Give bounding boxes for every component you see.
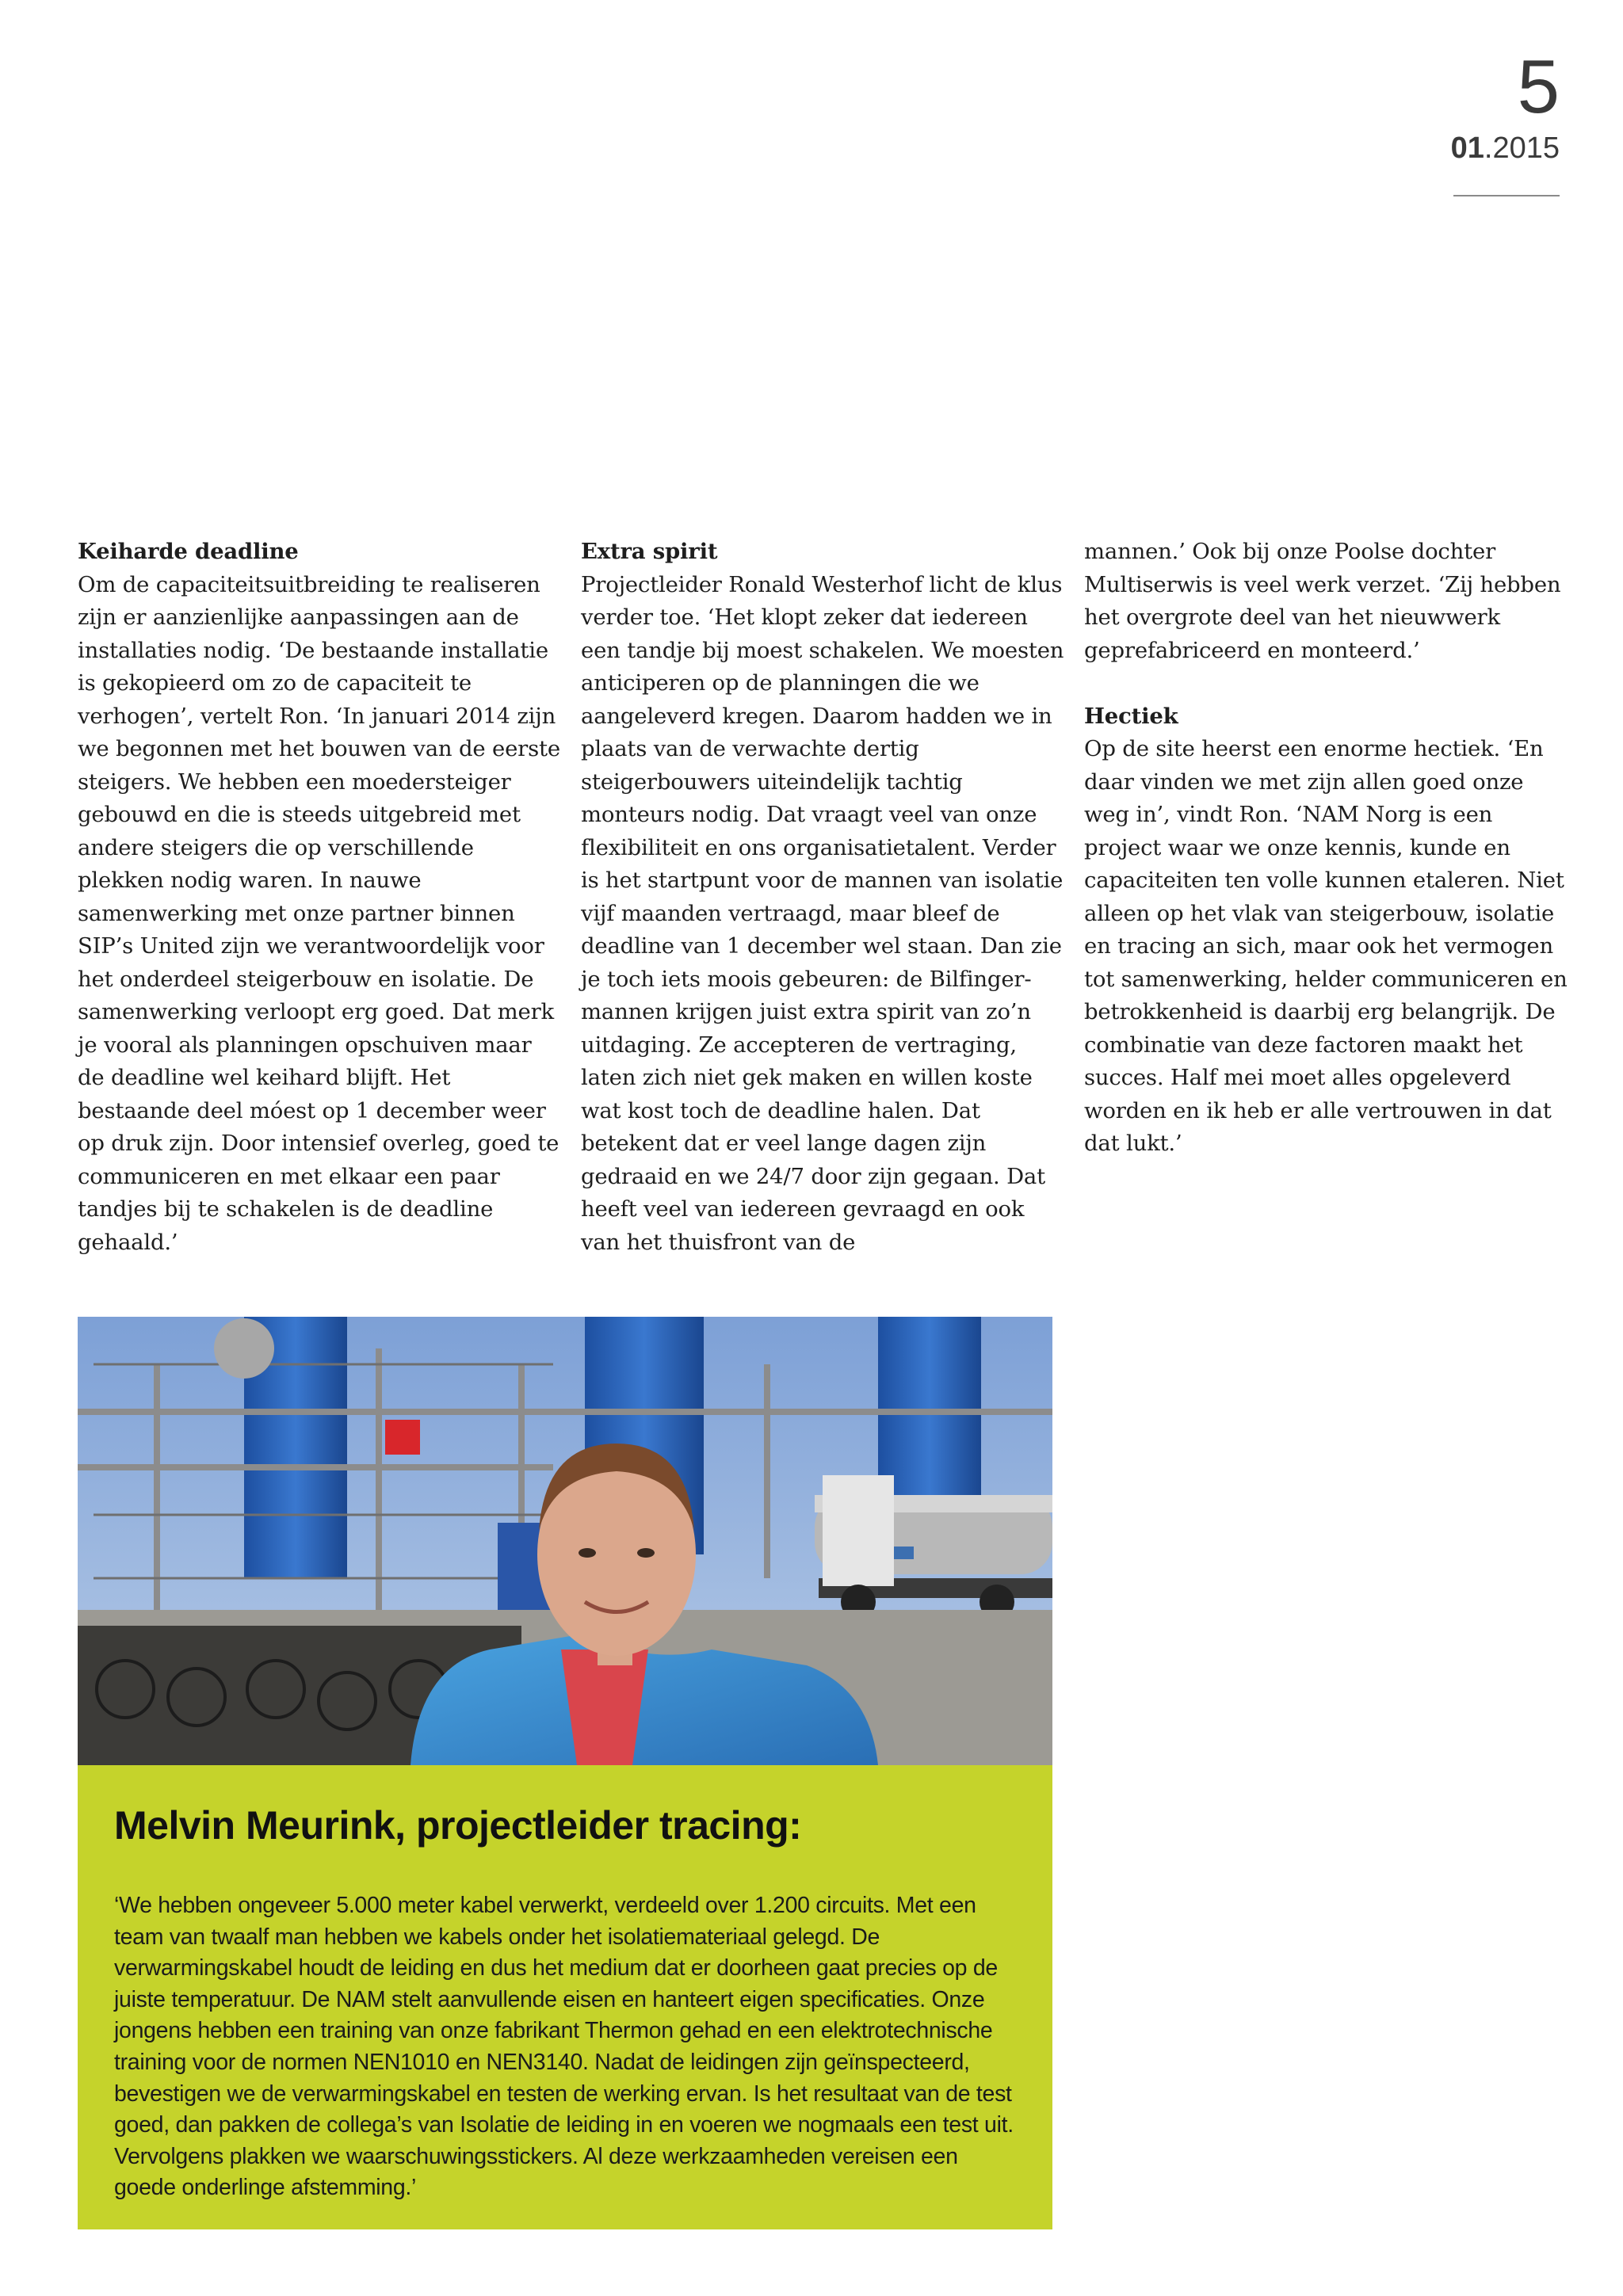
article-column-3 — [1084, 536, 1569, 1161]
paragraph-extra-spirit: Projectleider Ronald Westerhof licht de klus verder toe. ‘Het klopt zeker dat iedereen een tandje bij moest schakelen. We moesten anticiperen op de planningen die we aangeleverd kregen. Daarom hadden we in plaats van de verwachte dertig steigerbouwers uiteindelijk tachtig monteurs nodig. Dat vraagt veel van onze flexibiliteit en ons organisatietalent. Verder is het startpunt voor de mannen van isolatie vijf maanden vertraagd, maar bleef de deadline van 1 december wel staan. Dan zie je toch iets moois gebeuren: de Bilfinger-mannen krijgen juist extra spirit van zo’n uitdaging. Ze accepteren de vertraging, laten zich niet gek maken en willen koste wat kost toch de deadline halen. Dat betekent dat er veel lange dagen zijn gedraaid en we 24/7 door zijn gegaan. Dat heeft veel van iedereen gevraagd en ook van het thuisfront van de — [581, 571, 1064, 1255]
section-heading-keiharde-deadline: Keiharde deadline — [78, 539, 299, 564]
portrait-photo-illustration — [78, 1317, 1052, 1765]
section-heading-hectiek: Hectiek — [1084, 703, 1178, 729]
issue-month: 01 — [1450, 132, 1484, 165]
article-column-2 — [581, 536, 1066, 1259]
portrait-photo — [78, 1317, 1052, 1765]
section-heading-extra-spirit: Extra spirit — [581, 539, 718, 564]
issue-date — [1451, 133, 1560, 163]
article-column-1 — [78, 536, 563, 1259]
paragraph-keiharde-deadline: Om de capaciteitsuitbreiding te realiseren zijn er aanzienlijke aanpassingen aan de installaties nodig. ‘De bestaande installatie is gekopieerd om zo de capaciteit te verhogen’, vertelt Ron. ‘In januari 2014 zijn we begonnen met het bouwen van de eerste steigers. We hebben een moedersteiger gebouwd en die is steeds uitgebreid met andere steigers die op verschillende plekken nodig waren. In nauwe samenwerking met onze partner binnen SIP’s United zijn we verantwoordelijk voor het onderdeel steigerbouw en isolatie. De samenwerking verloopt erg goed. Dat merk je vooral als planningen opschuiven maar de deadline wel keihard blijft. Het bestaande deel móest op 1 december weer op druk zijn. Door intensief overleg, goed te communiceren en met elkaar een paar tandjes bij te schakelen is de deadline gehaald.’ — [78, 571, 560, 1255]
quote-title: Melvin Meurink, projectleider tracing: — [114, 1803, 802, 1848]
page-number: 5 — [1517, 44, 1560, 129]
header-rule — [1453, 195, 1560, 196]
quote-text: ‘We hebben ongeveer 5.000 meter kabel verwerkt, verdeeld over 1.200 circuits. Met een team van twaalf man hebben we kabels onder het isolatiemateriaal gelegd. De verwarmingskabel houdt de leiding en dus het medium dat er doorheen gaat precies op de juiste temperatuur. De NAM stelt aanvullende eisen en hanteert eigen specificaties. Onze jongens hebben een training van onze fabrikant Thermon gehad en een elektrotechnische training voor de normen NEN1010 en NEN3140. Nadat de leidingen zijn geïnspecteerd, bevestigen we de verwarmingskabel en testen de werking ervan. Is het resultaat van de test goed, dan pakken de collega’s van Isolatie de leiding in en voeren we nogmaals een test uit. Vervolgens plakken we waarschuwingsstickers. Al deze werkzaamheden vereisen een goede onderlinge afstemming.’ — [114, 1893, 1014, 2201]
quote-box — [78, 1765, 1052, 2229]
issue-year: .2015 — [1484, 132, 1560, 165]
paragraph-continuation: mannen.’ Ook bij onze Poolse dochter Multiserwis is veel werk verzet. ‘Zij hebben het overgrote deel van het nieuwwerk geprefabriceerd en monteerd.’ — [1084, 539, 1561, 663]
paragraph-gap — [1084, 667, 1569, 700]
paragraph-hectiek: Op de site heerst een enorme hectiek. ‘En daar vinden we met zijn allen goed onze weg in’, vindt Ron. ‘NAM Norg is een project waar we onze kennis, kunde en capaciteiten ten volle kunnen etaleren. Niet alleen op het vlak van steigerbouw, isolatie en tracing an sich, maar ook het vermogen tot samenwerking, helder communiceren en betrokkenheid is daarbij erg belangrijk. De combinatie van deze factoren maakt het succes. Half mei moet alles opgeleverd worden en ik heb er alle vertrouwen in dat dat lukt.’ — [1084, 736, 1568, 1156]
